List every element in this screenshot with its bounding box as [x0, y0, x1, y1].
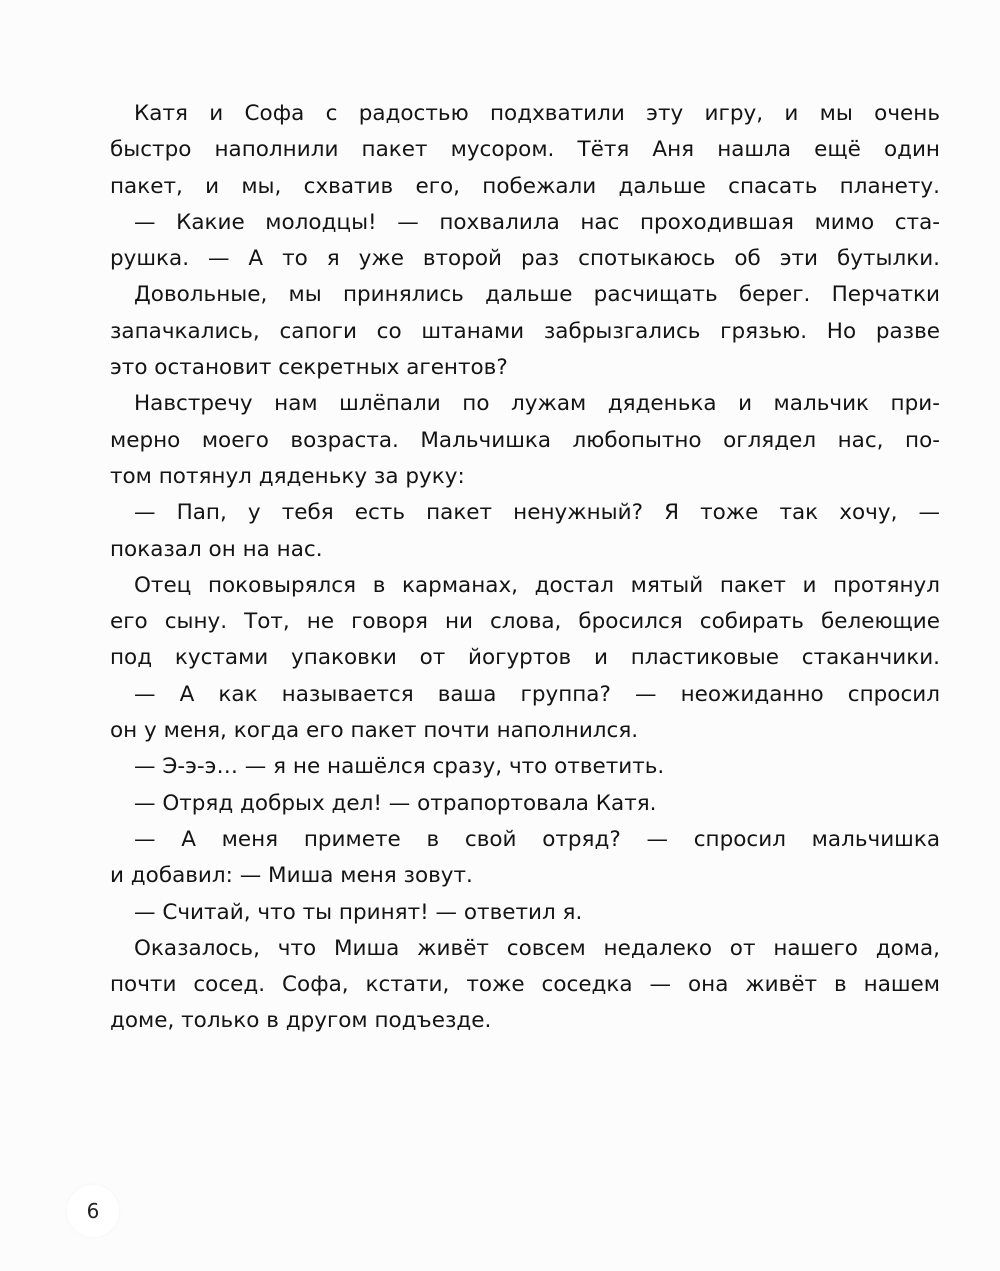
text-line: под кустами упаковки от йогуртов и пластиковые стаканчики.	[110, 645, 940, 671]
text-line: почти сосед. Софа, кстати, тоже соседка — она живёт в нашем	[110, 972, 940, 998]
text-line: он у меня, когда его пакет почти наполнился.	[110, 718, 639, 744]
text-line: — Пап, у тебя есть пакет ненужный? Я тоже так хочу, —	[134, 500, 940, 526]
text-line: том потянул дяденьку за руку:	[110, 463, 465, 489]
text-line: Оказалось, что Миша живёт совсем недалеко от нашего дома,	[134, 935, 940, 961]
page-number	[67, 1185, 119, 1237]
text-line: Катя и Софа с радостью подхватили эту игру, и мы очень	[134, 101, 940, 126]
text-line: рушка. — А то я уже второй раз спотыкаюсь об эти бутылки.	[110, 246, 940, 272]
text-line: его сыну. Тот, не говоря ни слова, бросился собирать белеющие	[110, 609, 940, 635]
text-line: показал он на нас.	[110, 536, 323, 562]
story-text	[110, 96, 940, 1040]
text-line: это остановит секретных агентов?	[110, 355, 508, 381]
text-line: — Отряд добрых дел! — отрапортовала Катя.	[134, 790, 657, 816]
text-line: Навстречу нам шлёпали по лужам дяденька и мальчик при-	[134, 391, 940, 417]
text-line: доме, только в другом подъезде.	[110, 1008, 492, 1034]
text-line: и добавил: — Миша меня зовут.	[110, 863, 473, 889]
text-line: быстро наполнили пакет мусором. Тётя Аня нашла ещё один	[110, 137, 940, 163]
text-line: запачкались, сапоги со штанами забрызгались грязью. Но разве	[110, 318, 940, 344]
text-line: — А как называется ваша группа? — неожиданно спросил	[134, 681, 940, 707]
text-line: — Считай, что ты принят! — ответил я.	[134, 899, 583, 925]
text-line: — Какие молодцы! — похвалила нас проходившая мимо ста-	[134, 209, 940, 235]
text-line: Отец поковырялся в карманах, достал мятый пакет и протянул	[134, 572, 940, 598]
text-line: мерно моего возраста. Мальчишка любопытно оглядел нас, по-	[110, 427, 940, 453]
text-line: пакет, и мы, схватив его, побежали дальше спасать планету.	[110, 173, 940, 199]
text-line: — А меня примете в свой отряд? — спросил мальчишка	[134, 826, 940, 852]
page-number-label: 6	[86, 1199, 100, 1223]
text-line: — Э-э-э… — я не нашёлся сразу, что ответить.	[134, 754, 665, 780]
text-line: Довольные, мы принялись дальше расчищать берег. Перчатки	[134, 282, 940, 308]
